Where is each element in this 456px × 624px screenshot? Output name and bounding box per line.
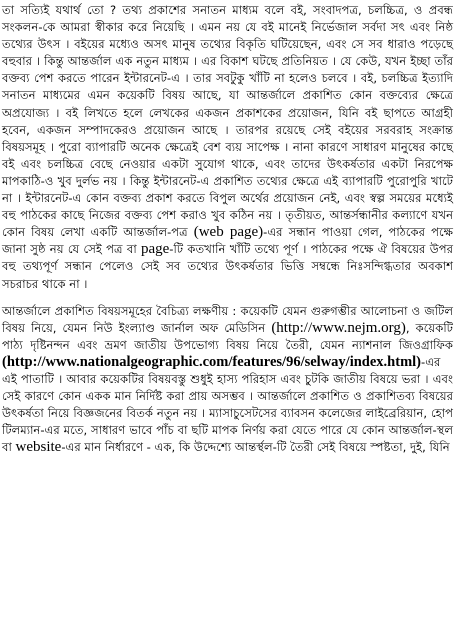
text-run: তা সত্যিই যথার্থ তো ? তথ্য প্রকাশের সনাতন মাধ্যম বলে বই, সংবাদপত্র, চলচ্চিত্র, ও প্রবন্ধ সংকলন-কে আমরা স্বীকার করে নিয়েছি । এমন নয় যে বই মানেই নির্ভেজাল সর্বদা সৎ এবং নিষ্ঠ তথ্যের উৎস । বইয়ের মধ্যেও অসৎ মানুষ তথ্যের বিকৃতি ঘটিয়েছেন, এবং সে সব ধারাও পড়েছে বহুবার । কিন্তু আন্তর্জাল এক নতুন মাধ্যম । এর বিকাশ ঘটছে প্রতিনিয়ত । যে কেউ, যখন ইচ্ছা তাঁর বক্তব্য পেশ করতে পারেন ইন্টারনেট-এ । তার সবটুকু খাঁটি না হলেও চলবে । বই, চলচ্চিত্র ইত্যাদি সনাতন মাধ্যমের এমন কয়েকটি বিষয় আছে, যা আন্তর্জালে প্রকাশিত কোন বক্তব্যের ক্ষেত্রে অপ্রযোজ্য । বই লিখতে হলে লেখকের একজন প্রকাশকের প্রয়োজন, যিনি বই ছাপতে আগ্রহী হবেন, একজন সম্পাদকেরও প্রয়োজন আছে । তারপর রয়েছে সেই বইয়ের সরবরাহ সংক্রান্ত বিষয়সমূহ । পুরো ব্যাপারটি অনেক ক্ষেত্রেই বেশ ব্যয় সাপেক্ষ । নানা কারণে সাধারণ মানুষের কাছে বই এবং চলচ্চিত্র বেছে নেওয়ার একটা সুযোগ থাকে, এবং তাদের উৎকর্ষতার একটা নিরপেক্ষ মাপকাঠি-ও খুব দুর্লভ নয় । কিন্তু ইন্টারনেট-এ প্রকাশিত তথ্যের ক্ষেত্রে এই ব্যাপারটি পুরোপুরি খাটে না । ইন্টারনেট-এ কোন বক্তব্য প্রকাশ করতে বিপুল অর্থের প্রয়োজন নেই, এবং স্বল্প সময়ের মধ্যেই বহু পাঠকের কাছে নিজের বক্তব্য পেশ করাও খুব কঠিন নয় । তৃতীয়ত, আন্তর্সন্ধানীর কল্যাণে যখন কোন বিষয় লেখা একটি আন্তর্জাল-পত্র bbox=[2, 3, 453, 240]
natgeo-url: (http://www.nationalgeographic.com/features/96/selway/index.html) bbox=[2, 353, 422, 370]
paragraph-web-diversity bbox=[2, 303, 453, 457]
text-run: আন্তর্জালে প্রকাশিত বিষয়সমূহের বৈচিত্র্য লক্ষণীয় : কয়েকটি যেমন গুরুগম্ভীর আলোচনা ও জটিল বিষয় নিয়ে, যেমন নিউ ইংল্যাণ্ড জার্নাল অফ মেডিসিন bbox=[2, 303, 453, 335]
text-run: -টি কতখানি খাঁটি তথ্যে পূর্ণ । পাঠকের পক্ষে ঐ বিষয়ের উপর বহু তথ্যপূর্ণ সন্ধান পেলেও সেই সব তথ্যের উৎকর্ষতার ভিত্তি সম্বন্ধে নিঃসন্দিগ্ধতার অবকাশ সচরাচর থাকে না । bbox=[2, 242, 453, 291]
text-run-latin: website bbox=[15, 439, 62, 456]
text-run: , কয়েকটি পাঠ্য দৃষ্টিনন্দন এবং ভ্রমণ জাতীয় উপভোগ্য বিষয় নিয়ে তৈরী, যেমন ন্যাশনাল জিওগ্রাফিক bbox=[2, 320, 453, 352]
text-run: -এর এই পাতাটি । আবার কয়েকটির বিষয়বস্তু শুধুই হাস্য পরিহাস এবং চুটকি জাতীয় বিষয়ে ভরা । এবং সেই কারণে কোন একক মান নির্দিষ্ট করা প্রায় অসম্ভব । আন্তর্জালে প্রকাশিত ও প্রকাশিতব্য বিষয়ের উৎকর্ষতা নিয়ে বিজ্ঞজনের বিতর্ক নতুন নয় । ম্যাসাচুসেটসের ব্যাবসন কলেজের লাইব্রেরিয়ান, হোপ টিলম্যান-এর মতে, সাধারণ ভাবে পাঁচ বা ছটি মাপক নির্ণয় করা যেতে পারে যে কোন আন্তর্জাল-স্থল বা bbox=[2, 354, 453, 455]
paragraph-web-credibility bbox=[2, 2, 453, 293]
text-run: -এর মান নির্ধারণে - এক, কি উদ্দেশ্যে আন্তর্স্থল-টি তৈরী সেই বিষয়ে স্পষ্টতা, দুই, যিনি bbox=[61, 440, 450, 455]
text-run: -এর সন্ধান পাওয়া গেল, পাঠকের পক্ষে জানা সুষ্ঠ নয় যে সেই পত্র বা bbox=[2, 225, 454, 257]
text-run-latin: page bbox=[140, 241, 170, 258]
nejm-url: (http://www.nejm.org) bbox=[271, 319, 406, 336]
text-run-latin: (web page) bbox=[193, 224, 264, 241]
